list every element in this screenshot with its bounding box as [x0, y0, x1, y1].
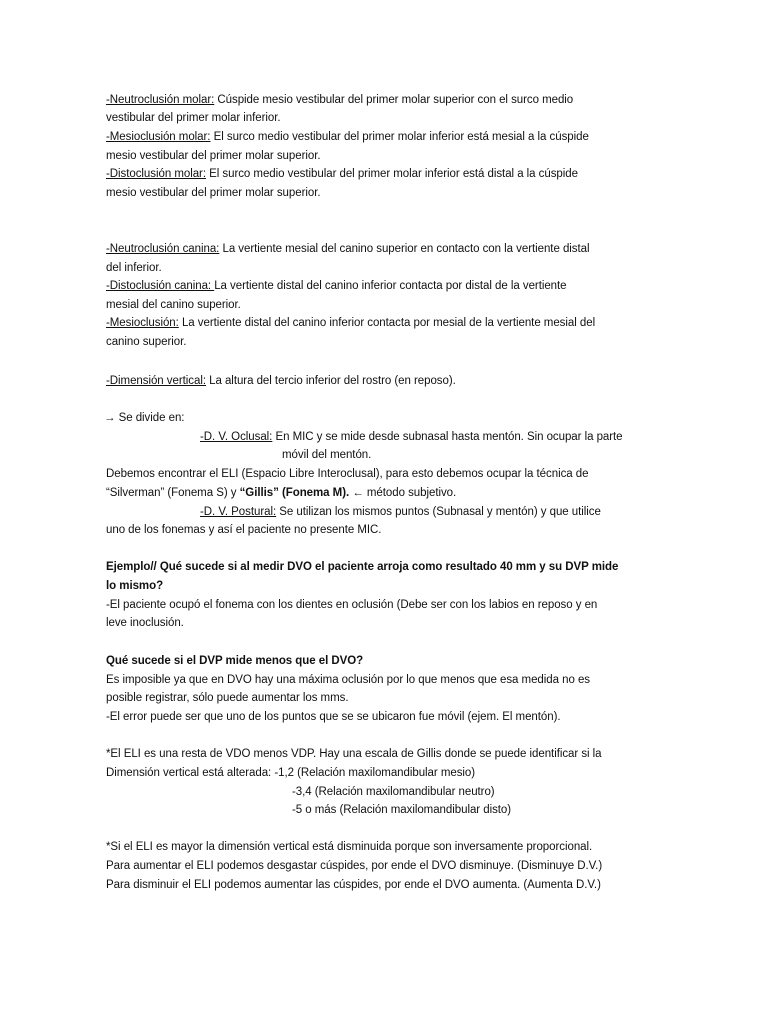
neutroclusion-canina-line — [106, 240, 590, 258]
divide-line: → Se divide en: — [104, 412, 185, 424]
silverman-gillis-line — [106, 484, 456, 502]
term-dv-postural: -D. V. Postural: — [200, 506, 277, 518]
text: “Silverman” (Fonema S) y — [106, 487, 240, 499]
text-line: Debemos encontrar el ELI (Espacio Libre Interoclusal), para esto debemos ocupar la técnica de — [106, 468, 589, 480]
dv-oclusal-line — [200, 428, 623, 446]
term-mesioclusion-molar: -Mesioclusión molar: — [106, 131, 211, 143]
term-distoclusion-canina: -Distoclusión canina: — [106, 280, 215, 292]
question-dvp: Qué sucede si el DVP mide menos que el DVO? — [106, 655, 364, 667]
text-line: -El error puede ser que uno de los puntos que se se ubicaron fue móvil (ejem. El mentón). — [106, 711, 561, 723]
text: Cúspide mesio vestibular del primer molar superior con el surco medio — [214, 94, 574, 106]
text: La altura del tercio inferior del rostro (en reposo). — [205, 375, 456, 387]
note-line: -3,4 (Relación maxilomandibular neutro) — [292, 786, 495, 798]
dimension-vertical-line — [106, 372, 456, 390]
text-line: del inferior. — [106, 262, 162, 274]
distoclusion-canina-line — [106, 277, 567, 295]
text-line: uno de los fonemas y así el paciente no presente MIC. — [106, 524, 382, 536]
term-dv-oclusal: -D. V. Oclusal: — [200, 431, 273, 443]
text: La vertiente distal del canino inferior contacta por distal de la vertiente — [214, 280, 567, 292]
text: El surco medio vestibular del primer molar inferior está distal a la cúspide — [205, 168, 578, 180]
text-line: mesial del canino superior. — [106, 299, 241, 311]
example-question-cont: lo mismo? — [106, 580, 164, 592]
gillis-bold: “Gillis” (Fonema M). — [239, 487, 350, 499]
text-line: vestibular del primer molar inferior. — [106, 112, 281, 124]
distoclusion-molar-line — [106, 165, 578, 183]
text: ← método subjetivo. — [349, 487, 457, 499]
term-neutroclusion-canina: -Neutroclusión canina: — [106, 243, 220, 255]
text-line: -El paciente ocupó el fonema con los dientes en oclusión (Debe ser con los labios en reposo y en — [106, 599, 598, 611]
note-line: Dimensión vertical está alterada: -1,2 (Relación maxilomandibular mesio) — [106, 767, 476, 779]
text-line: leve inoclusión. — [106, 617, 184, 629]
term-distoclusion-molar: -Distoclusión molar: — [106, 168, 206, 180]
text-line: mesio vestibular del primer molar superior. — [106, 187, 321, 199]
text-line: mesio vestibular del primer molar superior. — [106, 150, 321, 162]
term-dimension-vertical: -Dimensión vertical: — [106, 375, 206, 387]
text-line: canino superior. — [106, 336, 187, 348]
term-neutroclusion-molar: -Neutroclusión molar: — [106, 94, 215, 106]
text-line: móvil del mentón. — [282, 449, 372, 461]
neutroclusion-molar-line — [106, 91, 573, 109]
note-line: Para disminuir el ELI podemos aumentar las cúspides, por ende el DVO aumenta. (Aumenta D.V.) — [106, 879, 601, 891]
text-line: posible registrar, sólo puede aumentar los mms. — [106, 692, 349, 704]
text-line: Es imposible ya que en DVO hay una máxima oclusión por lo que menos que esa medida no es — [106, 674, 590, 686]
note-line: *Si el ELI es mayor la dimensión vertical está disminuida porque son inversamente proporcional. — [106, 841, 593, 853]
note-line: -5 o más (Relación maxilomandibular disto) — [292, 804, 512, 816]
text: El surco medio vestibular del primer molar inferior está mesial a la cúspide — [210, 131, 589, 143]
mesioclusion-line — [106, 314, 595, 332]
text: La vertiente mesial del canino superior en contacto con la vertiente distal — [219, 243, 590, 255]
mesioclusion-molar-line — [106, 128, 589, 146]
note-line: *El ELI es una resta de VDO menos VDP. Hay una escala de Gillis donde se puede identificar si la — [106, 748, 602, 760]
text: Se utilizan los mismos puntos (Subnasal y mentón) y que utilice — [276, 506, 601, 518]
text: La vertiente distal del canino inferior contacta por mesial de la vertiente mesial del — [178, 317, 596, 329]
note-line: Para aumentar el ELI podemos desgastar cúspides, por ende el DVO disminuye. (Disminuye D.V.) — [106, 860, 603, 872]
text: En MIC y se mide desde subnasal hasta mentón. Sin ocupar la parte — [272, 431, 623, 443]
dv-postural-line — [200, 503, 601, 521]
example-question: Ejemplo// Qué sucede si al medir DVO el paciente arroja como resultado 40 mm y su DVP mide — [106, 561, 619, 573]
term-mesioclusion: -Mesioclusión: — [106, 317, 179, 329]
